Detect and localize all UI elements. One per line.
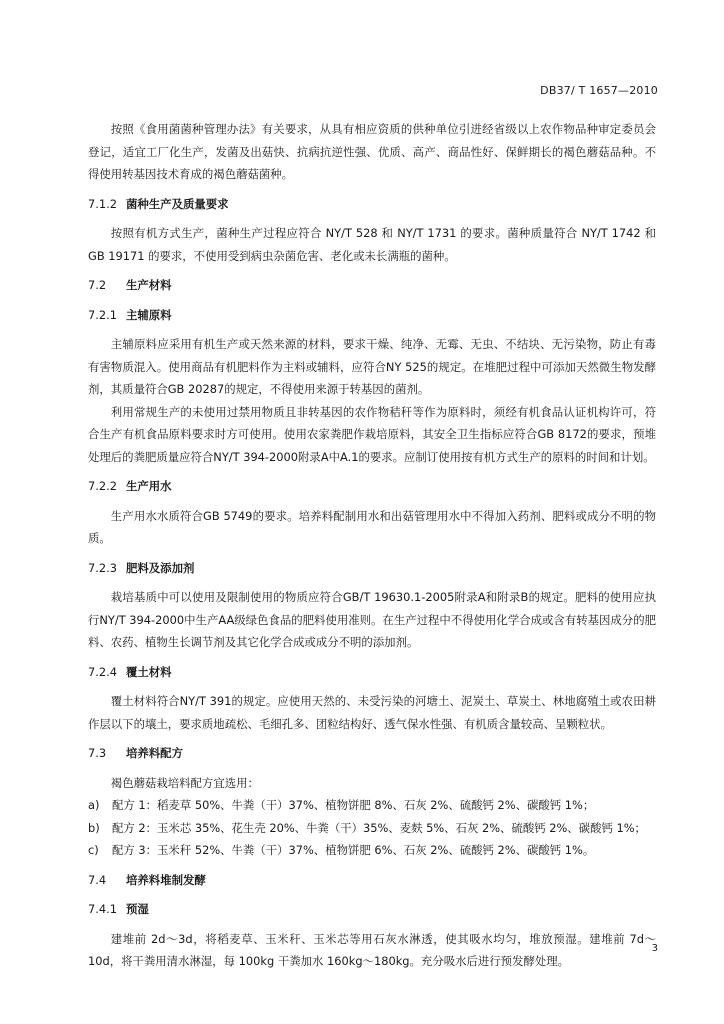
paragraph: 主辅原料应采用有机生产或天然来源的材料，要求干燥、纯净、无霉、无虫、不结块、无污染物，防止有毒有害物质混入。使用商品有机肥料作为主料或辅料，应符合NY 525的规定。在堆肥过程中可添加天然微生物发酵剂，其质量符合GB 20287的规定，不得使用来源于转基因的菌剂。 [88,337,656,396]
section-title: 培养料堆制发酵 [126,872,206,887]
section-number: 7.2.2 [88,479,117,493]
section-title: 预湿 [126,902,149,916]
paragraph: 褐色蘑菇栽培料配方宜选用： [110,775,259,790]
section-number: 7.2 [88,278,107,292]
standard-code: DB37/ T 1657—2010 [540,84,658,97]
paragraph: 覆土材料符合NY/T 391的规定。应使用天然的、未受污染的河塘土、泥炭土、草炭土、林地腐殖土或农田耕作层以下的壤土，要求质地疏松、毛细孔多、团粒结构好、透气保水性强、有机质含量较高、呈颗粒状。 [88,694,656,731]
list-item-text: 配方 1：稻麦草 50%、牛粪（干）37%、植物饼肥 8%、石灰 2%、硫酸钙 2%、碳酸钙 1%； [112,798,595,812]
section-number: 7.2.4 [88,664,117,679]
list-item [88,839,656,862]
section-title: 菌种生产及质量要求 [126,196,229,211]
paragraph: 生产用水水质符合GB 5749的要求。培养料配制用水和出菇管理用水中不得加入药剂、肥料或成分不明的物质。 [88,508,656,545]
section-heading [88,869,656,892]
section-heading [88,661,656,684]
section-heading [88,898,656,921]
section-number: 7.3 [88,746,107,760]
list-marker: a) [88,798,100,812]
section-number: 7.2.3 [88,560,117,575]
list-item-text: 配方 2：玉米芯 35%、花生壳 20%、牛粪（干）35%、麦麸 5%、石灰 2%、硫酸钙 2%、碳酸钙 1%； [112,820,646,835]
section-number: 7.2.1 [88,307,117,322]
section-title: 主辅原料 [126,307,172,322]
list-item [88,794,656,817]
section-title: 培养料配方 [126,746,183,760]
section-title: 生产材料 [126,278,172,292]
section-heading [88,742,656,765]
section-number: 7.1.2 [88,196,117,211]
section-number: 7.4 [88,872,107,887]
section-heading [88,475,656,498]
paragraph: 按照有机方式生产，菌种生产过程应符合 NY/T 528 和 NY/T 1731 的要求。菌种质量符合 NY/T 1742 和 GB 19171 的要求，不使用受到病虫杂菌危害、老化或未长满瓶的菌种。 [88,226,656,263]
section-title: 肥料及添加剂 [126,560,195,575]
section-heading [88,304,656,327]
section-heading [88,557,656,580]
list-item [88,817,656,840]
paragraph: 利用常规生产的未使用过禁用物质且非转基因的农作物秸秆等作为原料时，须经有机食品认证机构许可，符合生产有机食品原料要求时方可使用。使用农家粪肥作栽培原料，其安全卫生指标应符合GB 8172的要求，预堆处理后的粪肥质量应符合NY/T 394-2000附录A中A.1的要求。应制订使用按有机方式生产的原料的时间和计划。 [88,404,656,464]
section-title: 生产用水 [126,479,172,493]
list-marker: b) [88,820,100,835]
paragraph: 栽培基质中可以使用及限制使用的物质应符合GB/T 19630.1-2005附录A和附录B的规定。肥料的使用应执行NY/T 394-2000中生产AA级绿色食品的肥料使用准则。在生产过程中不得使用化学合成或含有转基因成分的肥料、农药、植物生长调节剂及其它化学合成或成分不明的添加剂。 [88,590,656,649]
list-marker: c) [88,843,99,857]
page-number: 3 [651,943,658,954]
section-heading [88,193,656,216]
section-number: 7.4.1 [88,902,117,916]
section-title: 覆土材料 [126,664,172,679]
document-body [88,118,656,973]
paragraph: 建堆前 2d～3d，将稻麦草、玉米秆、玉米芯等用石灰水淋透，使其吸水均匀，堆放预湿。建堆前 7d～10d，将干粪用清水淋湿，每 100kg 干粪加水 160kg～180kg。充分吸水后进行预发酵处理。 [88,931,656,968]
list-item-text: 配方 3：玉米秆 52%、牛粪（干）37%、植物饼肥 6%、石灰 2%、硫酸钙 2%、碳酸钙 1%。 [112,843,595,857]
paragraph: 按照《食用菌菌种管理办法》有关要求，从具有相应资质的供种单位引进经省级以上农作物品种审定委员会登记，适宜工厂化生产，发菌及出菇快、抗病抗逆性强、优质、高产、商品性好、保鲜期长的褐色蘑菇品种。不得使用转基因技术育成的褐色蘑菇菌种。 [88,122,656,181]
section-heading [88,274,656,297]
